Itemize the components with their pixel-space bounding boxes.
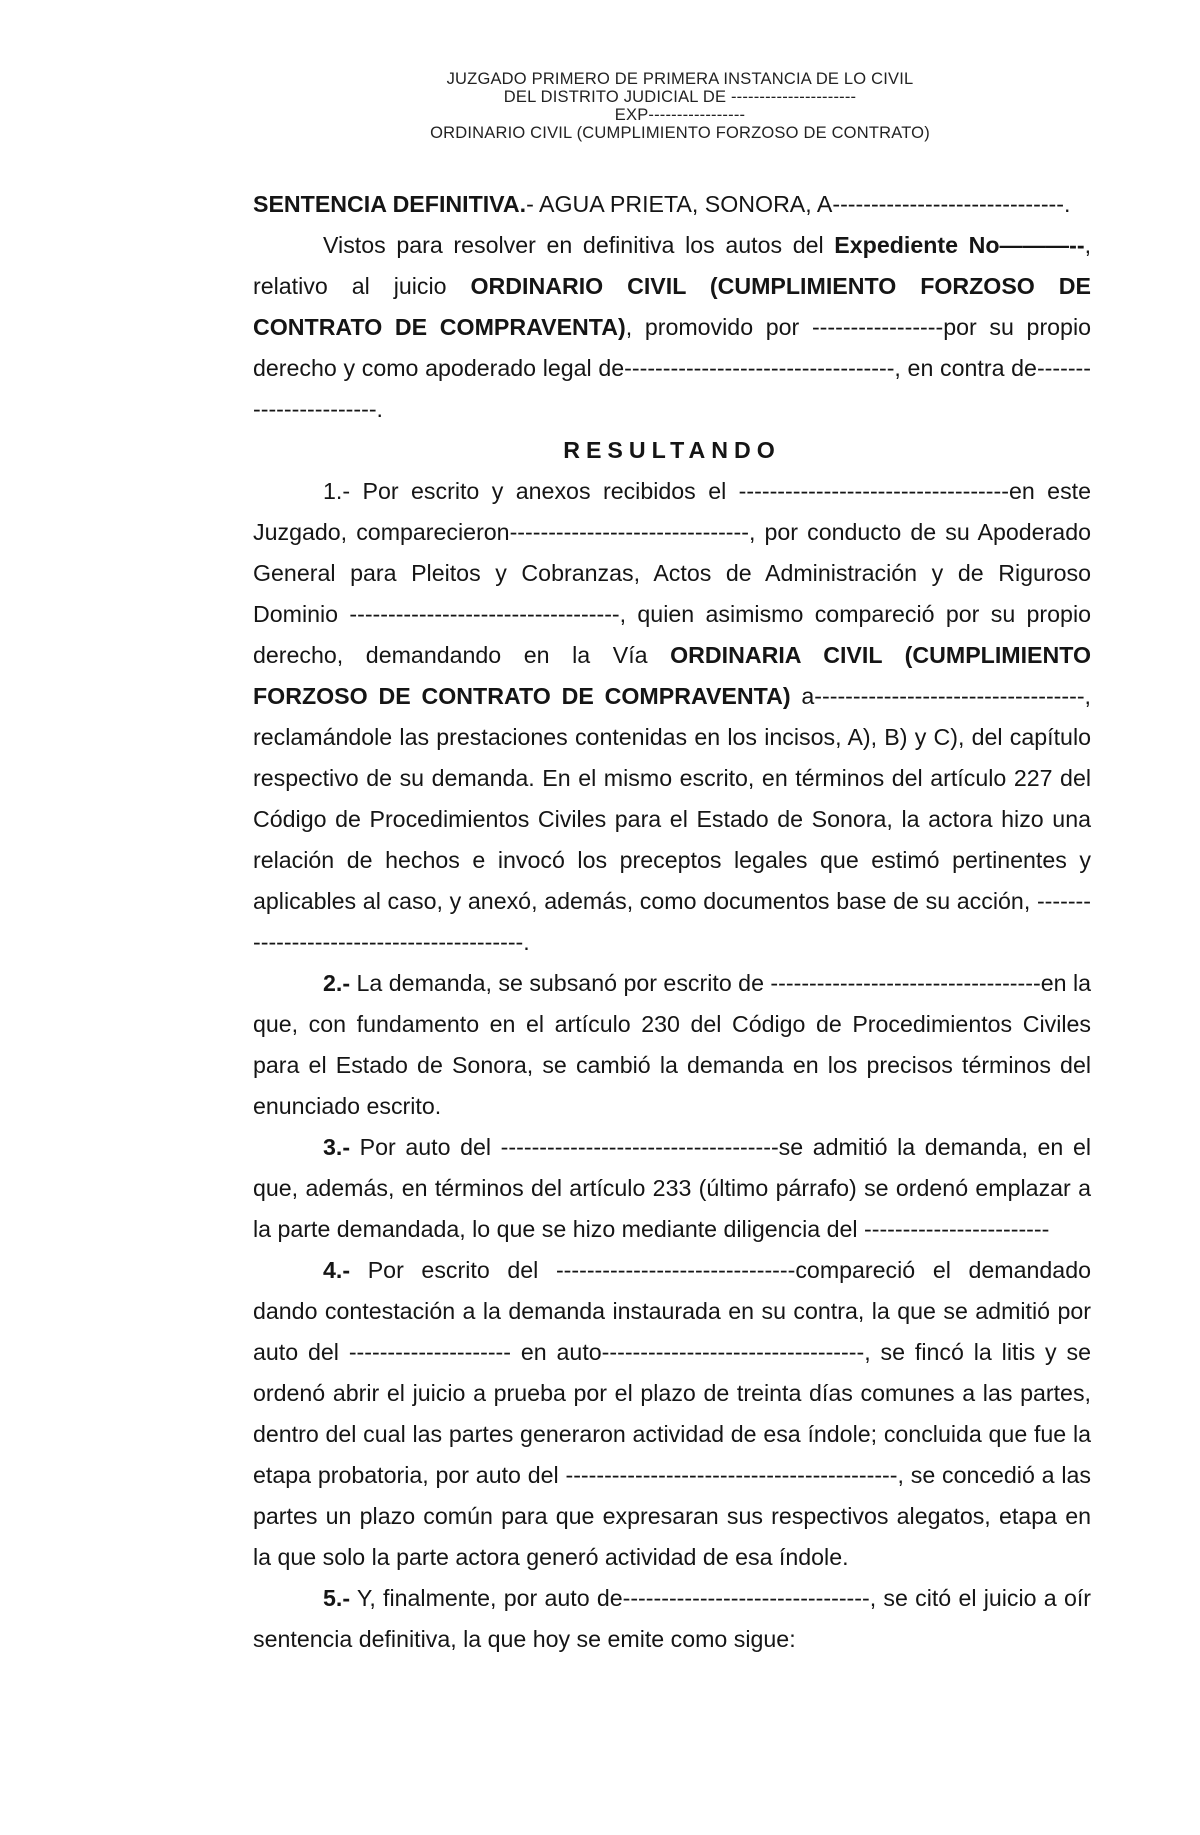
document-body	[253, 184, 1091, 1660]
intro-paragraph	[253, 225, 1091, 430]
resultando-item-3	[253, 1127, 1091, 1250]
r1-text-a: 1.- Por escrito y anexos recibidos el -----------------------------------en este Juzgado, comparecieron-------------------------------, por conducto de su Apoderado General para Pleitos y Cobranzas, Actos de Administración y de Riguroso Dominio -----------------------------------, quien asimismo compareció por su propio derecho, demandando en la Vía	[253, 478, 1091, 668]
court-header	[250, 70, 1110, 142]
header-court-name: JUZGADO PRIMERO DE PRIMERA INSTANCIA DE LO CIVIL	[446, 70, 914, 88]
header-expediente: EXP-----------------	[614, 106, 746, 124]
intro-text-e: , promovido por -----------------por su propio derecho y como apoderado legal de-----------------------------------, en contra de-----------------------.	[253, 314, 1092, 422]
r3-number: 3.-	[323, 1134, 351, 1160]
r2-text: La demanda, se subsanó por escrito de -----------------------------------en la que, con fundamento en el artículo 230 del Código de Procedimientos Civiles para el Estado de Sonora, se cambió la demanda en los precisos términos del enunciado escrito.	[253, 970, 1091, 1119]
r2-number: 2.-	[323, 970, 351, 996]
r1-text-c: a-----------------------------------, reclamándole las prestaciones contenidas en los incisos, A), B) y C), del capítulo respectivo de su demanda. En el mismo escrito, en términos del artículo 227 del Código de Procedimientos Civiles para el Estado de Sonora, la actora hizo una relación de hechos e invocó los preceptos legales que estimó pertinentes y aplicables al caso, y anexó, además, como documentos base de su acción, ------------------------------------------.	[253, 683, 1091, 955]
resultando-item-1	[253, 471, 1091, 963]
r5-text: Y, finalmente, por auto de--------------------------------, se citó el juicio a oír sentencia definitiva, la que hoy se emite como sigue:	[253, 1585, 1091, 1652]
r4-number: 4.-	[323, 1257, 351, 1283]
sentence-title-bold: SENTENCIA DEFINITIVA.	[253, 191, 527, 217]
resultando-item-2	[253, 963, 1091, 1127]
resultando-item-4	[253, 1250, 1091, 1578]
header-case-type: ORDINARIO CIVIL (CUMPLIMIENTO FORZOSO DE CONTRATO)	[430, 124, 930, 142]
intro-case-type-bold: ORDINARIO CIVIL (CUMPLIMIENTO FORZOSO DE CONTRATO DE COMPRAVENTA)	[253, 273, 1092, 340]
r5-number: 5.-	[323, 1585, 351, 1611]
r4-text: Por escrito del -------------------------------compareció el demandado dando contestación a la demanda instaurada en su contra, la que se admitió por auto del --------------------- en auto----------------------------------, se fincó la litis y se ordenó abrir el juicio a prueba por el plazo de treinta días comunes a las partes, dentro del cual las partes generaron actividad de esa índole; concluida que fue la etapa probatoria, por auto del -------------------------------------------, se concedió a las partes un plazo común para que expresaran sus respectivos alegatos, etapa en la que solo la parte actora generó actividad de esa índole.	[253, 1257, 1091, 1570]
intro-text-a: Vistos para resolver en definitiva los autos del	[323, 232, 835, 258]
r1-via-bold: ORDINARIA CIVIL (CUMPLIMIENTO FORZOSO DE CONTRATO DE COMPRAVENTA)	[253, 642, 1092, 709]
header-district: DEL DISTRITO JUDICIAL DE ----------------------	[503, 88, 857, 106]
r3-text: Por auto del ------------------------------------se admitió la demanda, en el que, además, en términos del artículo 233 (último párrafo) se ordenó emplazar a la parte demandada, lo que se hizo mediante diligencia del ------------------------	[253, 1134, 1091, 1242]
resultando-item-5	[253, 1578, 1091, 1660]
resultando-heading: RESULTANDO	[563, 437, 781, 463]
intro-text-c: , relativo al juicio	[253, 232, 1092, 299]
sentence-title	[253, 184, 1091, 225]
intro-expediente-bold: Expediente No———--	[834, 232, 1085, 258]
sentence-title-place-date: - AGUA PRIETA, SONORA, A------------------------------.	[526, 191, 1071, 217]
